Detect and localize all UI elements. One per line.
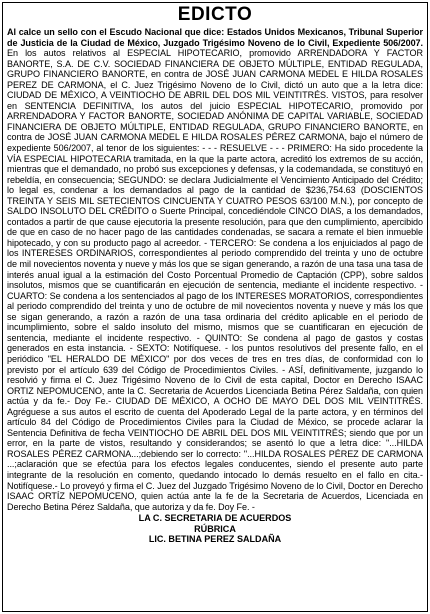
edict-lead-paragraph: Al calce un sello con el Escudo Nacional que dice: Estados Unidos Mexicanos, Tribunal Superior de Justicia de la Ciudad de México, Juzgado Trigésimo Noveno de lo Civil, Expediente 506/2007. [7,27,423,48]
signature-name: LIC. BETINA PEREZ SALDAÑA [148,534,282,545]
edict-border-box [2,2,428,612]
edict-signature-block [7,513,423,545]
edict-body [7,27,423,512]
edict-main-text: En los autos relativos al ESPECIAL HIPOTECARIO, promovido ARRENDADORA Y FACTOR BANORTE, S.A. DE C.V. SOCIEDAD FINANCIERA DE OBJETO MÚLTIPLE, ENTIDAD REGULADA, GRUPO FINANCIERO BANORTE, en contra de JOSÉ JUAN CARMONA MEDEL E HILDA ROSALES PEREZ DE CARMONA, el C. Juez Trigésimo Noveno de lo Civil, dictó un auto que a la letra dice: CIUDAD DE MÉXICO, A VEINTIOCHO DE ABRIL DEL DOS MIL VEINTITRÉS. VISTOS, para resolver en SENTENCIA DEFINITIVA, los autos del juicio ESPECIAL HIPOTECARIO, promovido por ARRENDADORA Y FACTOR BANORTE, SOCIEDAD ANÓNIMA DE CAPITAL VARIABLE, SOCIEDAD FINANCIERA DE OBJETO MÚLTIPLE, ENTIDAD REGULADA, GRUPO FINANCIERO BANORTE, en contra de JOSÉ JUAN CARMONA MEDEL E HILDA ROSALES PÉREZ CARMONA, bajo el número de expediente 506/2007, al tenor de los siguientes: - - - RESUELVE - - - PRIMERO: Ha sido procedente la VÍA ESPECIAL HIPOTECARIA tramitada, en la que la parte actora, acreditó los extremos de su acción, mientras que el demandado, no probó sus excepciones y defensas, y la codemandada, se constituyó en rebeldía, en consecuencia; SEGUNDO: se declara Judicialmente el Vencimiento Anticipado del Crédito; lo legal es, condenar a los demandados al pago de la cantidad de $236,754.63 (DOSCIENTOS TREINTA Y SEIS MIL SETECIENTOS CINCUENTA Y CUATRO PESOS 63/100 M.N.), por concepto de SALDO INSOLUTO DEL CRÉDITO o Suerte Principal, concediéndole CINCO DIAS, a los demandados, contados a partir de que cause ejecutoria la presente resolución, para que den cumplimiento, apercibido de que en caso de no hacer pago de las cantidades condenadas, se sacara a remate el bien inmueble hipotecado, y con su producto pago al acreedor. - TERCERO: Se condena a los enjuiciados al pago de los INTERESES ORDINARIOS, correspondientes al periodo comprendido del treinta y uno de octubre de mil novecientos noventa y nueve y más los que se sigan generando, a razón de una tasa una tasa de interés anual igual a la estimación del Costo Porcentual Promedio de Captación (CPP), sobre saldos insolutos, mismos que se cuantificarán en ejecución de sentencia, mediante el incidente respectivo. - CUARTO: Se condena a los sentenciados al pago de los INTERESES MORATORIOS, correspondientes al periodo comprendido del treinta y uno de octubre de mil novecientos noventa y nueve y más los que se sigan generando, a razón a razón de una tasa ordinaria del crédito aplicable en el periodo de incumplimiento, sobre el saldo insoluto del mismo, mismos que se cuantificaran en ejecución de sentencia, mediante el incidente respectivo. - QUINTO: Se condena al pago de gastos y costas generados en esta instancia. - SEXTO: Notifíquese. - los puntos resolutivos del presente fallo, en el periódico "EL HERALDO DE MÉXICO" por dos veces de tres en tres días, de conformidad con lo previsto por el artículo 639 del Código de Procedimientos Civiles. - ASÍ, definitivamente, juzgando lo resolvió y firma el C. Juez Trigésimo Noveno de lo Civil de esta capital, Doctor en Derecho ISAAC ORTIZ NEPOMUCENO, ante la C. Secretaria de Acuerdos Licenciada Betina Pérez Saldaña, con quien actúa y da fe.- Doy Fe.- CIUDAD DE MÉXICO, A OCHO DE MAYO DEL DOS MIL VEINTITRÉS. Agréguese a sus autos el escrito de cuenta del Apoderado Legal de la parte actora, y en términos del artículo 84 del Código de Procedimientos Civiles para la Ciudad de México, se procede aclarar la Sentencia Definitiva de fecha VEINTIOCHO DE ABRIL DEL DOS MIL VEINTITRÉS; siendo que por un error, en la parte de vistos, resultando y considerandos; se asentó lo que a letra dice: "...HILDA ROSALES PÉREZ CARMONA...;debiendo ser lo correcto: "...HILDA ROSALES PÉREZ DE CARMONA ...;aclaración que se efectúa para los efectos legales conducentes, siendo el presente auto parte integrante de la resolución en comento, quedando intocado lo demás resuelto en el fallo en cita.- Notifíquese.- Lo proveyó y firma el C. Juez del Juzgado Trigésimo Noveno de lo Civil, Doctor en Derecho ISAAC ORTÍZ NEPOMUCENO, quien actúa ante la fe de la Secretaria de Acuerdos, Licenciada en Derecho Betina Pérez Saldaña, que autoriza y da fe. Doy Fe. - [7,48,423,512]
signature-role: LA C. SECRETARIA DE ACUERDOS [138,513,292,524]
signature-rubric: RÚBRICA [194,523,236,534]
edict-title: EDICTO [177,4,253,25]
